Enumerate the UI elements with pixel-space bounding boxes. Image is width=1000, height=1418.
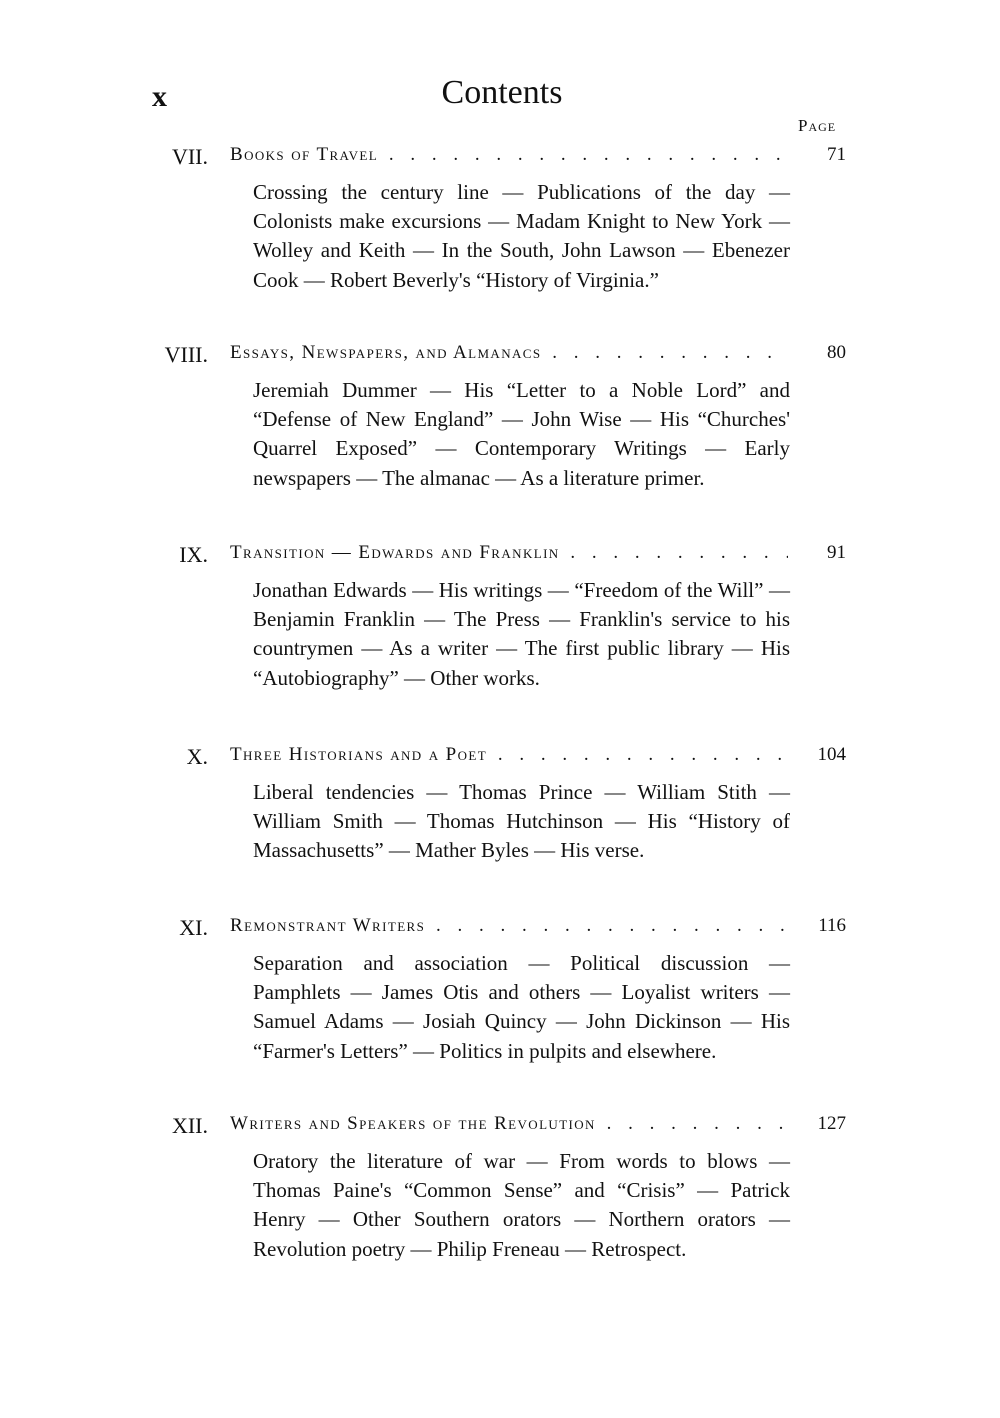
chapter-summary: Liberal tendencies — Thomas Prince — William Stith — William Smith — Thomas Hutchinson — His “History of Massachusetts” — Mather Byles — His verse. [253,780,790,863]
chapter-numeral: IX. [179,542,208,567]
chapter-title[interactable]: Essays, Newspapers, and Almanacs . . . [230,342,788,364]
chapter-summary: Separation and association — Political discussion — Pamphlets — James Otis and others — Loyalist writers — Samuel Adams — Josiah Quincy — John Dickinson — His “Farmer's Letters” — Politics in pulpits and elsewhere. [253,951,790,1063]
chapter-summary: Jonathan Edwards — His writings — “Freedom of the Will” — Benjamin Franklin — The Press — Franklin's service to his countrymen — As a writer — The first public library — His “Autobiography” — Other works. [253,578,790,690]
chapter-title[interactable]: Three Historians and a Poet . . . [230,744,788,766]
chapter-summary: Jeremiah Dummer — His “Letter to a Noble Lord” and “Defense of New England” — John Wise — His “Churches' Quarrel Exposed” — Contemporary Writings — Early newspapers — The almanac — As a literature primer. [253,378,790,490]
toc-entry-x [150,744,850,866]
chapter-summary: Oratory the literature of war — From words to blows — Thomas Paine's “Common Sense” and “Crisis” — Patrick Henry — Other Southern orators — Northern orators — Revolution poetry — Philip Freneau — Retrospect. [253,1149,790,1261]
toc-entry-viii [150,342,850,493]
chapter-numeral: XII. [171,1113,208,1138]
chapter-page-ref[interactable]: 116 [818,915,846,936]
toc-entry-vii [150,144,850,295]
chapter-page-ref[interactable]: 71 [827,144,846,165]
chapter-title[interactable]: Transition — Edwards and Franklin . . . [230,542,788,564]
chapter-summary: Crossing the century line — Publications of the day — Colonists make excursions — Madam Knight to New York — Wolley and Keith — In the South, John Lawson — Ebenezer Cook — Robert Beverly's “History of Virginia.” [253,180,790,292]
toc-entry-ix [150,542,850,693]
chapter-page-ref[interactable]: 127 [817,1113,846,1134]
chapter-title[interactable]: Remonstrant Writers . . . [230,915,788,937]
chapter-page-ref[interactable]: 104 [817,744,846,765]
chapter-title[interactable]: Writers and Speakers of the Revolution . . . [230,1113,788,1135]
page-column-label: Page [798,116,837,135]
toc-entry-xi [150,915,850,1066]
chapter-numeral: VIII. [164,342,208,367]
page-number: x [152,80,167,113]
chapter-title[interactable]: Books of Travel . . . [230,144,788,166]
chapter-page-ref[interactable]: 91 [827,542,846,563]
chapter-numeral: XI. [179,915,208,940]
chapter-numeral: X. [186,744,208,769]
page-title: Contents [441,74,563,111]
toc-entry-xii [150,1113,850,1264]
chapter-numeral: VII. [171,144,208,169]
chapter-page-ref[interactable]: 80 [827,342,846,363]
